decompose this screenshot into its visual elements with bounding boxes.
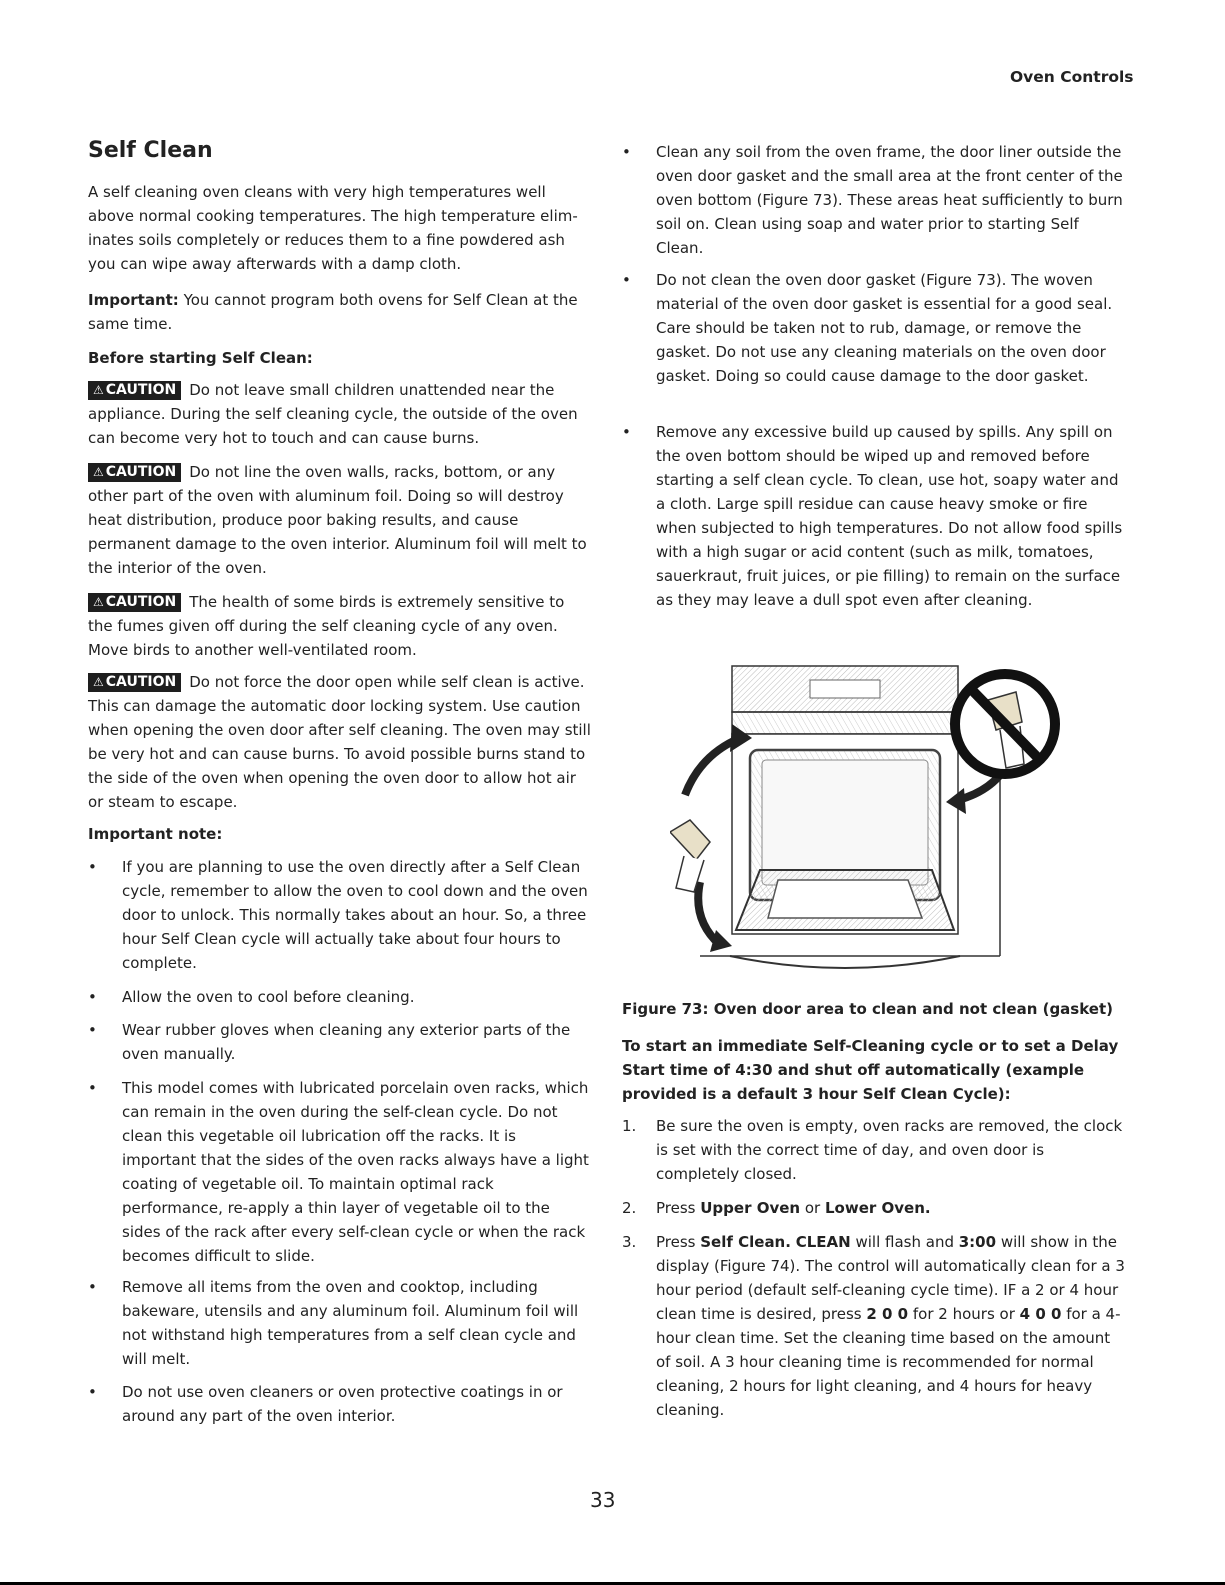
list-item: • Allow the oven to cool before cleaning. xyxy=(88,985,593,1009)
caution-badge: ⚠ CAUTION xyxy=(88,673,181,692)
important-label: Important: xyxy=(88,291,179,309)
caution-text: The health of some birds is extremely sensitive to the fumes given off during the self cleaning cycle of any oven. Move birds to another well-ventilated room. xyxy=(88,593,565,659)
caution-text: Do not leave small children unattended near the appliance. During the self cleaning cycle, the outside of the oven can become very hot to touch and can cause burns. xyxy=(88,381,578,447)
step-number: 3. xyxy=(622,1233,637,1251)
list-item: • Do not use oven cleaners or oven protective coatings in or around any part of the oven interior. xyxy=(88,1380,593,1428)
warning-triangle-icon: ⚠ xyxy=(93,383,104,397)
warning-triangle-icon: ⚠ xyxy=(93,595,104,609)
step-1: 1. Be sure the oven is empty, oven racks are removed, the clock is set with the correct time of day, and oven door is completely closed. xyxy=(622,1114,1127,1186)
caution-text: Do not line the oven walls, racks, bottom, or any other part of the oven with aluminum foil. Doing so will destroy heat distribution, produce poor baking results, and cause permanent damage to the oven interior. Aluminum foil will melt to the interior of the oven. xyxy=(88,463,587,577)
figure-caption: Figure 73: Oven door area to clean and not clean (gasket) xyxy=(622,1000,1114,1018)
list-item: • Clean any soil from the oven frame, the door liner outside the oven door gasket and the small area at the front center of the oven bottom (Figure 73). These areas heat sufficiently to burn soil on. Clean using soap and water prior to starting Self Clean. xyxy=(622,140,1127,260)
step-number: 1. xyxy=(622,1117,637,1135)
oven-illustration xyxy=(670,660,1060,975)
important-paragraph xyxy=(88,288,593,336)
caution-badge: ⚠ CAUTION xyxy=(88,381,181,400)
list-item: • Remove any excessive build up caused by spills. Any spill on the oven bottom should be wiped up and removed before starting a self clean cycle. To clean, use hot, soapy water and a cloth. Large spill residue can cause heavy smoke or fire when subjected to high temperatures. Do not allow food spills with a high sugar or acid content (such as milk, tomatoes, sauerkraut, fruit juices, or pie filling) to remain on the surface as they may leave a dull spot even after cleaning. xyxy=(622,420,1127,612)
list-item: • Do not clean the oven door gasket (Figure 73). The woven material of the oven door gasket is essential for a good seal. Care should be taken not to rub, damage, or remove the gasket. Do not use any cleaning materials on the oven door gasket. Doing so could cause damage to the door gasket. xyxy=(622,268,1127,388)
list-item: • This model comes with lubricated porcelain oven racks, which can remain in the oven during the self-clean cycle. Do not clean this vegetable oil lubrication off the racks. It is important that the sides of the oven racks always have a light coating of vegetable oil. To maintain optimal rack performance, re-apply a thin layer of vegetable oil to the sides of the rack after every self-clean cycle or when the rack becomes difficult to slide. xyxy=(88,1076,593,1268)
page-title: Self Clean xyxy=(88,138,213,163)
section-header: Oven Controls xyxy=(1010,68,1134,86)
page-number: 33 xyxy=(590,1488,616,1512)
list-item: • Wear rubber gloves when cleaning any exterior parts of the oven manually. xyxy=(88,1018,593,1066)
intro-paragraph: A self cleaning oven cleans with very high temperatures well above normal cooking temperatures. The high temperature elim-inates soils completely or reduces them to a fine powdered ash you can wipe away afterwards with a damp cloth. xyxy=(88,183,578,273)
step-2: 2. Press Upper Oven or Lower Oven. xyxy=(622,1196,1127,1220)
step-number: 2. xyxy=(622,1199,637,1217)
warning-triangle-icon: ⚠ xyxy=(93,675,104,689)
steps-heading: To start an immediate Self-Cleaning cycle or to set a Delay Start time of 4:30 and shut off automatically (example provided is a default 3 hour Self Clean Cycle): xyxy=(622,1037,1119,1103)
caution-badge: ⚠ CAUTION xyxy=(88,463,181,482)
sponge-icon xyxy=(670,820,710,860)
warning-triangle-icon: ⚠ xyxy=(93,465,104,479)
caution-paragraph-2 xyxy=(88,460,593,580)
caution-paragraph-3 xyxy=(88,590,593,662)
list-item: • Remove all items from the oven and cooktop, including bakeware, utensils and any aluminum foil. Aluminum foil will not withstand high temperatures from a self clean cycle and will melt. xyxy=(88,1275,593,1371)
list-item: • If you are planning to use the oven directly after a Self Clean cycle, remember to allow the oven to cool down and the oven door to unlock. This normally takes about an hour. So, a three hour Self Clean cycle will actually take about four hours to complete. xyxy=(88,855,593,975)
important-text: You cannot program both ovens for Self Clean at the same time. xyxy=(88,291,578,333)
caution-text: Do not force the door open while self clean is active. This can damage the automatic door locking system. Use caution when opening the oven door after self cleaning. The oven may still be very hot and can cause burns. To avoid possible burns stand to the side of the oven when opening the oven door to allow hot air or steam to escape. xyxy=(88,673,591,811)
important-note-heading: Important note: xyxy=(88,825,223,843)
before-starting-heading: Before starting Self Clean: xyxy=(88,349,313,367)
caution-paragraph-4 xyxy=(88,670,593,814)
caution-badge: ⚠ CAUTION xyxy=(88,593,181,612)
step-3: 3. Press Self Clean. CLEAN will flash and 3:00 will show in the display (Figure 74). The control will automatically clean for a 3 hour period (default self-cleaning cycle time). IF a 2 or 4 hour clean time is desired, press 2 0 0 for 2 hours or 4 0 0 for a 4-hour clean time. Set the cleaning time based on the amount of soil. A 3 hour cleaning time is recommended for normal cleaning, 2 hours for light cleaning, and 4 hours for heavy cleaning. xyxy=(622,1230,1127,1422)
caution-paragraph-1 xyxy=(88,378,593,450)
